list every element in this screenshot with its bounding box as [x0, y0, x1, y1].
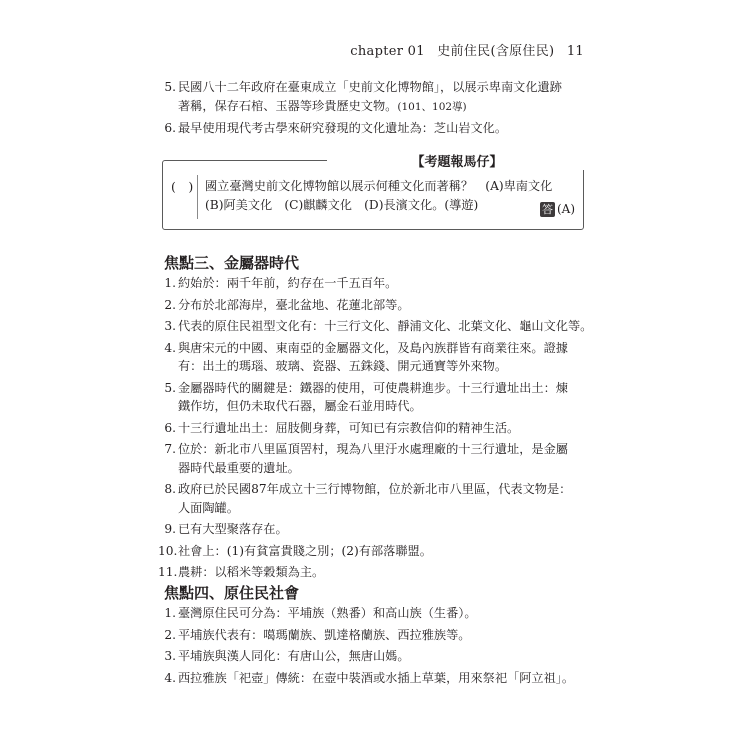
item-number: 2.	[164, 297, 176, 312]
exam-box	[162, 155, 584, 230]
page-header	[350, 40, 584, 59]
top-list	[164, 78, 594, 141]
item-line: 最早使用現代考古學來研究發現的文化遺址為：芝山岩文化。	[178, 121, 508, 135]
item-number: 5.	[164, 380, 176, 395]
item-number: 6.	[164, 121, 176, 135]
item-number: 11.	[158, 565, 178, 579]
item-line: 政府已於民國87年成立十三行博物館，位於新北市八里區，代表文物是：	[178, 482, 572, 496]
item-number: 4.	[164, 340, 176, 355]
item-number: 7.	[164, 442, 176, 456]
section4-list	[164, 604, 594, 690]
item-line: 人面陶罐。	[178, 500, 239, 515]
item-line	[178, 97, 594, 117]
item-line: 臺灣原住民可分為：平埔族（熟番）和高山族（生番）。	[178, 606, 477, 620]
item-number: 3.	[164, 319, 176, 333]
item-line: 十三行遺址出土：屈肢側身葬，可知已有宗教信仰的精神生活。	[178, 420, 520, 435]
item-line: 分布於北部海岸，臺北盆地、花蓮北部等。	[178, 297, 410, 312]
item-number: 6.	[164, 420, 176, 435]
divider	[197, 175, 198, 219]
list-item	[164, 626, 594, 645]
item-number: 8.	[164, 482, 176, 496]
list-item	[164, 520, 594, 539]
page-number: 11	[566, 44, 584, 59]
list-item	[164, 604, 594, 623]
item-line: 平埔族代表有：噶瑪蘭族、凱達格蘭族、西拉雅族等。	[178, 627, 471, 642]
list-item	[158, 542, 594, 561]
list-item	[158, 563, 594, 582]
question-line: (B)阿美文化 (C)麒麟文化 (D)長濱文化。(導遊)	[205, 197, 479, 212]
item-line: 有：出土的瑪瑙、玻璃、瓷器、五銖錢、開元通寶等外來物。	[178, 359, 508, 373]
answer-paren: ( )	[171, 179, 194, 194]
exam-note: (101、102導)	[397, 100, 467, 113]
section-title: 焦點三、金屬器時代	[164, 254, 300, 272]
item-number: 1.	[164, 276, 176, 290]
item-line: 金屬器時代的關鍵是：鐵器的使用，可使農耕進步。十三行遺址出土：煉	[178, 380, 568, 395]
item-line: 已有大型聚落存在。	[178, 522, 288, 536]
list-item	[164, 317, 594, 336]
item-line: 鐵作坊，但仍未取代石器，屬金石並用時代。	[178, 399, 422, 413]
section3-list	[158, 274, 594, 585]
list-item	[164, 78, 594, 116]
item-line: 社會上：(1)有貧富貴賤之別；(2)有部落聯盟。	[178, 543, 432, 558]
list-item	[164, 480, 594, 517]
section-title: 焦點四、原住民社會	[164, 584, 300, 602]
item-number: 4.	[164, 670, 176, 685]
item-line: 位於：新北市八里區頂罟村，現為八里汙水處理廠的十三行遺址，是金屬	[178, 442, 568, 456]
answer-icon: 答	[541, 203, 553, 216]
item-line-text: 著稱，保存石棺、玉器等珍貴歷史文物。	[178, 98, 398, 113]
list-item	[164, 647, 594, 666]
list-item	[164, 339, 594, 376]
item-line: 器時代最重要的遺址。	[178, 460, 300, 475]
list-item	[164, 119, 594, 138]
item-line: 農耕：以稻米等穀類為主。	[178, 565, 325, 579]
list-item	[164, 669, 594, 688]
item-number: 1.	[164, 606, 176, 620]
exam-answer	[540, 202, 575, 217]
question-line: 國立臺灣史前文化博物館以展示何種文化而著稱？ (A)卑南文化	[205, 179, 553, 193]
item-line: 民國八十二年政府在臺東成立「史前文化博物館」，以展示卑南文化遺跡	[178, 80, 562, 94]
chapter-title: 史前住民(含原住民)	[437, 44, 555, 59]
item-number: 5.	[164, 80, 176, 94]
list-item	[164, 419, 594, 438]
item-line: 代表的原住民祖型文化有：十三行文化、靜浦文化、北葉文化、龜山文化等。	[178, 319, 593, 333]
list-item	[164, 440, 594, 477]
exam-box-title: 【考題報馬仔】	[327, 151, 587, 170]
item-line: 平埔族與漢人同化：有唐山公，無唐山媽。	[178, 649, 410, 663]
answer-value: (A)	[556, 202, 575, 216]
item-line: 與唐宋元的中國、東南亞的金屬器文化，及島內族群皆有商業往來。證據	[178, 340, 568, 355]
item-number: 2.	[164, 627, 176, 642]
item-line: 西拉雅族「祀壺」傳統：在壺中裝酒或水插上草葉，用來祭祀「阿立祖」。	[178, 670, 575, 685]
list-item	[164, 379, 594, 416]
chapter-label: chapter 01	[350, 44, 425, 59]
list-item	[164, 274, 594, 293]
exam-question	[205, 177, 552, 214]
list-item	[164, 296, 594, 315]
item-number: 10.	[158, 543, 178, 558]
item-line: 約始於：兩千年前，約存在一千五百年。	[178, 276, 398, 290]
item-number: 3.	[164, 649, 176, 663]
item-number: 9.	[164, 522, 176, 536]
